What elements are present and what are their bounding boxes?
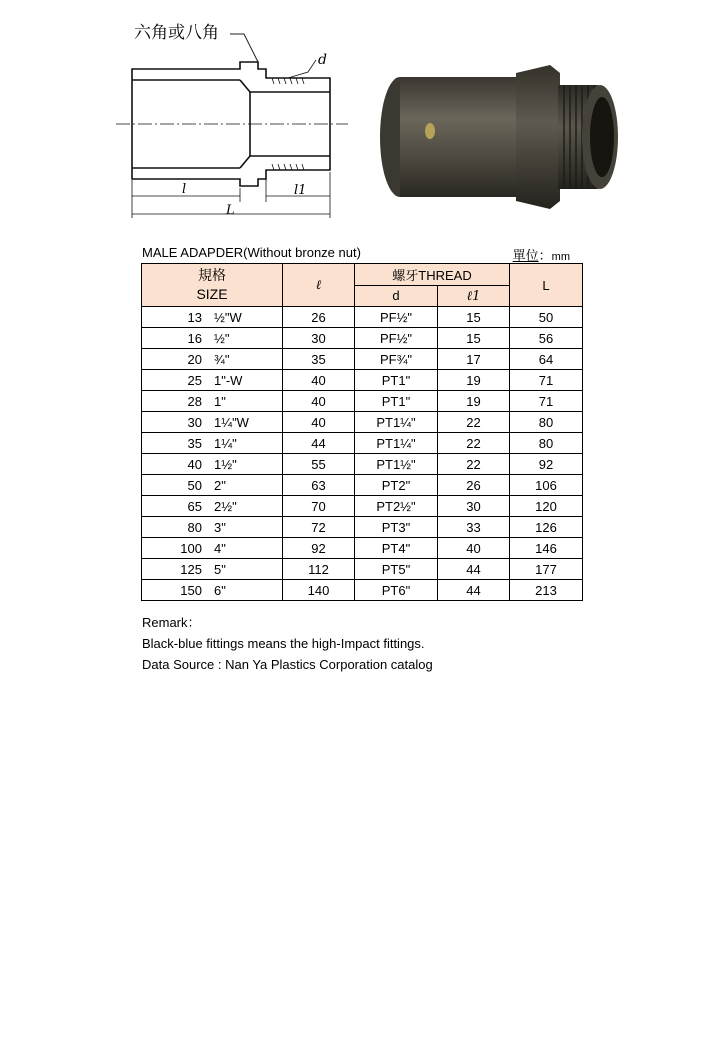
size-number: 25 <box>187 372 202 388</box>
remark-line-source: Data Source : Nan Ya Plastics Corporation catalog <box>142 657 433 672</box>
table-caption <box>142 245 582 263</box>
cell-size <box>142 307 283 328</box>
cell-total-length: 80 <box>510 412 583 433</box>
size-inch: 1¼"W <box>214 414 249 430</box>
product-photo <box>368 55 623 215</box>
header-size <box>142 264 283 307</box>
cell-l: 35 <box>283 349 355 370</box>
cell-total-length: 64 <box>510 349 583 370</box>
size-inch: 6" <box>214 582 226 598</box>
size-inch: ½" <box>214 330 230 346</box>
cell-size <box>142 370 283 391</box>
cell-thread-l1: 30 <box>438 496 510 517</box>
size-number: 28 <box>187 393 202 409</box>
cell-l: 40 <box>283 391 355 412</box>
cell-size <box>142 433 283 454</box>
cell-thread-d: PT6" <box>355 580 438 601</box>
size-number: 16 <box>187 330 202 346</box>
header-size-en: SIZE <box>196 286 228 302</box>
cell-thread-l1: 33 <box>438 517 510 538</box>
cell-thread-l1: 19 <box>438 370 510 391</box>
size-inch: 3" <box>214 519 226 535</box>
size-inch: 2" <box>214 477 226 493</box>
cell-total-length: 80 <box>510 433 583 454</box>
remark-block <box>142 612 433 675</box>
cell-thread-l1: 22 <box>438 412 510 433</box>
cell-l: 140 <box>283 580 355 601</box>
cell-l: 55 <box>283 454 355 475</box>
header-total-length: L <box>510 264 583 307</box>
cell-thread-l1: 22 <box>438 433 510 454</box>
table-row <box>142 538 583 559</box>
size-number: 13 <box>187 309 202 325</box>
cell-thread-l1: 19 <box>438 391 510 412</box>
table-row <box>142 307 583 328</box>
cell-l: 112 <box>283 559 355 580</box>
product-title: MALE ADAPDER(Without bronze nut) <box>142 245 361 260</box>
cell-total-length: 56 <box>510 328 583 349</box>
cell-thread-d: PT4" <box>355 538 438 559</box>
remark-line-impact: Black-blue fittings means the high-Impact fittings. <box>142 636 425 651</box>
remark-title: Remark： <box>142 615 201 630</box>
cell-size <box>142 559 283 580</box>
cell-thread-l1: 15 <box>438 328 510 349</box>
header-d: d <box>355 285 438 307</box>
size-inch: ¾" <box>214 351 230 367</box>
header-l1: ℓ1 <box>438 285 510 307</box>
cell-thread-d: PT5" <box>355 559 438 580</box>
cell-thread-d: PT1½" <box>355 454 438 475</box>
size-number: 30 <box>187 414 202 430</box>
cell-l: 30 <box>283 328 355 349</box>
size-number: 80 <box>187 519 202 535</box>
total-length-label: L <box>226 203 235 218</box>
header-size-cn: 規格 <box>198 267 226 283</box>
length-l1-label: l1 <box>294 183 307 198</box>
cell-thread-d: PF½" <box>355 307 438 328</box>
header-l: ℓ <box>283 264 355 307</box>
size-inch: 1" <box>214 393 226 409</box>
hex-octagon-label: 六角或八角 <box>134 23 219 43</box>
cell-total-length: 146 <box>510 538 583 559</box>
cell-thread-l1: 40 <box>438 538 510 559</box>
cell-l: 63 <box>283 475 355 496</box>
unit-value: mm <box>551 251 570 263</box>
size-inch: 1"-W <box>214 372 243 388</box>
size-number: 150 <box>180 582 202 598</box>
cell-l: 92 <box>283 538 355 559</box>
table-row <box>142 391 583 412</box>
table-row <box>142 517 583 538</box>
size-inch: 5" <box>214 561 226 577</box>
cell-total-length: 50 <box>510 307 583 328</box>
cell-thread-l1: 22 <box>438 454 510 475</box>
table-row <box>142 559 583 580</box>
cell-thread-l1: 44 <box>438 580 510 601</box>
cell-total-length: 126 <box>510 517 583 538</box>
cell-total-length: 71 <box>510 370 583 391</box>
technical-drawing <box>112 12 352 227</box>
cell-total-length: 120 <box>510 496 583 517</box>
cell-thread-l1: 44 <box>438 559 510 580</box>
cell-total-length: 213 <box>510 580 583 601</box>
cell-l: 44 <box>283 433 355 454</box>
size-inch: 1¼" <box>214 435 237 451</box>
cell-total-length: 92 <box>510 454 583 475</box>
table-row <box>142 328 583 349</box>
table-row <box>142 370 583 391</box>
unit-text: 單位 <box>512 248 539 263</box>
size-number: 50 <box>187 477 202 493</box>
cell-l: 40 <box>283 370 355 391</box>
table-row <box>142 433 583 454</box>
cell-thread-l1: 17 <box>438 349 510 370</box>
cell-size <box>142 328 283 349</box>
cell-thread-l1: 15 <box>438 307 510 328</box>
diameter-label: d <box>318 52 327 68</box>
length-l-label: l <box>182 182 187 197</box>
table-row <box>142 580 583 601</box>
cell-thread-l1: 26 <box>438 475 510 496</box>
cell-total-length: 71 <box>510 391 583 412</box>
cell-total-length: 106 <box>510 475 583 496</box>
cell-size <box>142 475 283 496</box>
cell-size <box>142 412 283 433</box>
cell-thread-d: PT1" <box>355 391 438 412</box>
cell-size <box>142 538 283 559</box>
size-inch: 1½" <box>214 456 237 472</box>
cell-size <box>142 580 283 601</box>
cell-thread-d: PF¾" <box>355 349 438 370</box>
cell-thread-d: PT1" <box>355 370 438 391</box>
cell-thread-d: PF½" <box>355 328 438 349</box>
cell-thread-d: PT3" <box>355 517 438 538</box>
cell-thread-d: PT1¼" <box>355 412 438 433</box>
cell-size <box>142 349 283 370</box>
cell-thread-d: PT2" <box>355 475 438 496</box>
size-number: 20 <box>187 351 202 367</box>
cell-l: 26 <box>283 307 355 328</box>
size-number: 100 <box>180 540 202 556</box>
size-inch: 2½" <box>214 498 237 514</box>
table-row <box>142 496 583 517</box>
spec-table <box>141 263 583 601</box>
cell-l: 72 <box>283 517 355 538</box>
size-number: 40 <box>187 456 202 472</box>
cell-thread-d: PT1¼" <box>355 433 438 454</box>
table-row <box>142 412 583 433</box>
size-number: 35 <box>187 435 202 451</box>
unit-label <box>513 245 570 264</box>
size-inch: ½"W <box>214 309 242 325</box>
size-inch: 4" <box>214 540 226 556</box>
table-row <box>142 454 583 475</box>
cell-l: 40 <box>283 412 355 433</box>
table-row <box>142 475 583 496</box>
cell-size <box>142 454 283 475</box>
cell-total-length: 177 <box>510 559 583 580</box>
cell-l: 70 <box>283 496 355 517</box>
table-row <box>142 349 583 370</box>
unit-separator: ： <box>538 248 552 263</box>
size-number: 125 <box>180 561 202 577</box>
size-number: 65 <box>187 498 202 514</box>
header-thread: 螺牙THREAD <box>355 264 510 286</box>
cell-size <box>142 391 283 412</box>
spec-table-body <box>142 307 583 601</box>
cell-size <box>142 517 283 538</box>
cell-size <box>142 496 283 517</box>
cell-thread-d: PT2½" <box>355 496 438 517</box>
